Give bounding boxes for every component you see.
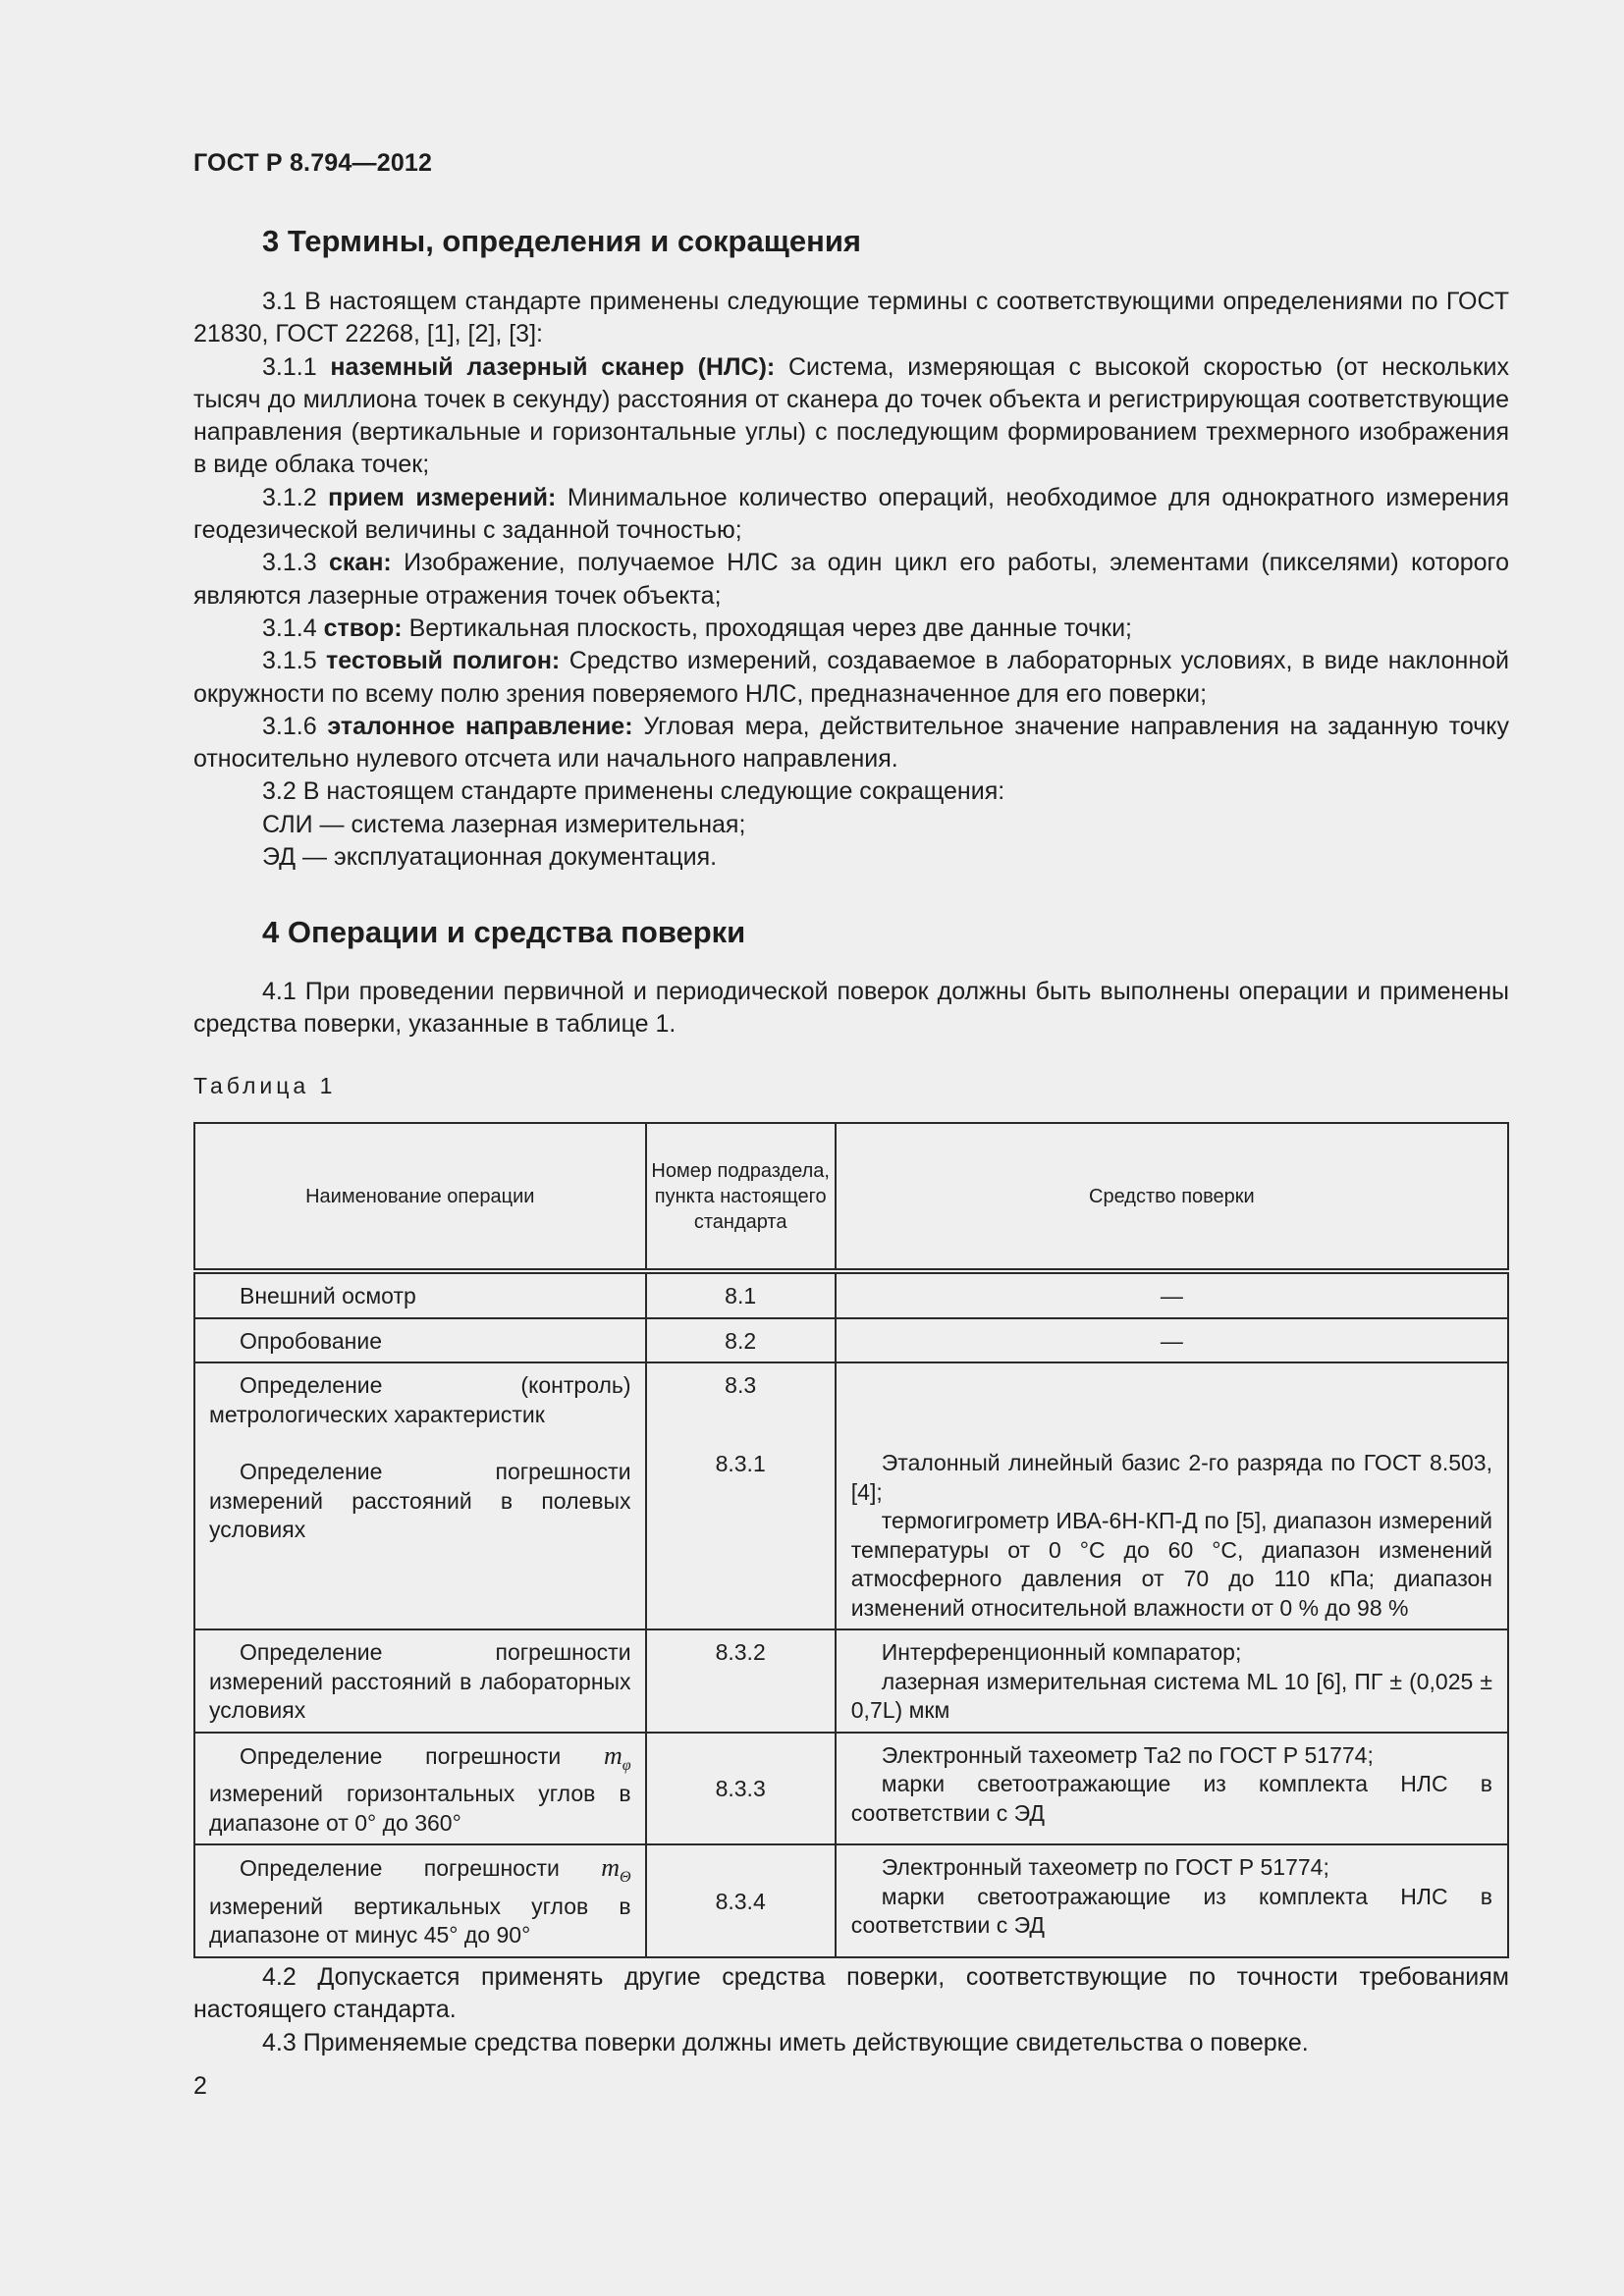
means-cell: Электронный тахеометр Та2 по ГОСТ Р 51774; (881, 1741, 1374, 1768)
header-means: Средство поверки (836, 1123, 1508, 1271)
verification-table (193, 1122, 1509, 1958)
term-name: скан: (329, 549, 392, 577)
term-definition: Вертикальная плоскость, проходящая через две данные точки; (408, 614, 1132, 642)
term-definition: Система, измеряющая с высокой скоростью (от нескольких тысяч до миллиона точек в секунду) расстояния от сканера до точек объекта и регистрирующая соответствующие направления (вертикальные и горизонтальные углы) с последующим формированием трехмерного изображения в виде облака точек; (193, 352, 1509, 479)
number-cell: 8.3.3 (646, 1733, 836, 1845)
term-3-1-3 (193, 547, 1509, 613)
means-cell: Электронный тахеометр по ГОСТ Р 51774; (881, 1854, 1329, 1881)
number-cell: 8.2 (646, 1318, 836, 1363)
table-row (194, 1629, 1508, 1733)
term-3-1-4 (193, 613, 1509, 645)
number-cell: 8.3.1 (715, 1450, 766, 1476)
term-number: 3.1.2 (262, 483, 317, 511)
section-4-continued (193, 1961, 1509, 2059)
operation-cell: Определение (контроль) метрологических характеристик (209, 1372, 631, 1427)
term-3-1-2 (193, 482, 1509, 548)
table-row (194, 1844, 1508, 1957)
section-3-title: 3 Термины, определения и сокращения (262, 224, 861, 258)
document-header: ГОСТ Р 8.794—2012 (193, 149, 433, 177)
term-3-1-5 (193, 645, 1509, 711)
means-cell: — (836, 1271, 1508, 1318)
section-4-title: 4 Операции и средства поверки (262, 915, 746, 949)
section-3-body (193, 286, 1509, 874)
section-4-intro (193, 976, 1509, 1041)
means-cell: — (836, 1318, 1508, 1363)
means-cell: марки светоотражающие из комплекта НЛС в соответствии с ЭД (850, 1771, 1492, 1826)
term-name: эталонное направление: (327, 712, 633, 740)
term-number: 3.1.1 (262, 352, 317, 381)
abbreviation-sli: СЛИ — система лазерная измерительная; (262, 810, 746, 838)
page-number: 2 (193, 2072, 207, 2100)
paragraph-3-2: 3.2 В настоящем стандарте применены следующие сокращения: (262, 777, 1005, 806)
horizontal-error-symbol: $m_\varphi$ (603, 1740, 631, 1774)
header-section-number: Номер подраздела, пункта настоящего стандарта (646, 1123, 836, 1271)
table-caption: Таблица 1 (193, 1073, 337, 1098)
table-row (194, 1318, 1508, 1363)
term-name: наземный лазерный сканер (НЛС): (330, 352, 776, 381)
means-cell: Эталонный линейный базис 2-го разряда по ГОСТ 8.503, [4]; (850, 1450, 1492, 1505)
means-cell: Интерференционный компаратор; (881, 1639, 1242, 1665)
paragraph-4-1: 4.1 При проведении первичной и периодической поверок должны быть выполнены операции и применены средства поверки, указанные в таблице 1. (193, 978, 1509, 1039)
term-3-1-6 (193, 711, 1509, 776)
operation-cell: Определение погрешности $m_\varphi$ измерений горизонтальных углов в диапазоне от 0° до 360° (209, 1740, 631, 1836)
paragraph-4-2: 4.2 Допускается применять другие средства поверки, соответствующие по точности требованиям настоящего стандарта. (193, 1963, 1509, 2024)
header-operation: Наименование операции (194, 1123, 646, 1271)
paragraph-4-3: 4.3 Применяемые средства поверки должны иметь действующие свидетельства о поверке. (262, 2028, 1309, 2056)
number-cell: 8.1 (646, 1271, 836, 1318)
term-definition: Угловая мера, действительное значение направления на заданную точку относительно нулевого отсчета или начального направления. (193, 712, 1509, 774)
operation-cell: Определение погрешности измерений расстояний в лабораторных условиях (209, 1639, 631, 1723)
term-number: 3.1.6 (262, 712, 317, 740)
term-number: 3.1.5 (262, 647, 317, 675)
table-header-row (194, 1123, 1508, 1271)
term-definition: Средство измерений, создаваемое в лабораторных условиях, в виде наклонной окружности по всему полю зрения поверяемого НЛС, предназначенное для его поверки; (193, 647, 1509, 708)
operation-cell: Определение погрешности измерений расстояний в полевых условиях (209, 1459, 631, 1542)
table-row (194, 1362, 1508, 1629)
number-cell: 8.3 (725, 1372, 757, 1398)
table-row (194, 1733, 1508, 1845)
means-cell: лазерная измерительная система ML 10 [6], ПГ ± (0,025 ± 0,7L) мкм (850, 1668, 1492, 1723)
term-name: прием измерений: (328, 483, 557, 511)
table-row (194, 1271, 1508, 1318)
term-name: створ: (323, 614, 403, 642)
operation-cell: Опробование (240, 1327, 382, 1354)
paragraph-3-1: 3.1 В настоящем стандарте применены следующие термины с соответствующими определениями по ГОСТ 21830, ГОСТ 22268, [1], [2], [3]: (193, 288, 1509, 348)
term-name: тестовый полигон: (326, 647, 561, 675)
term-number: 3.1.3 (262, 549, 317, 577)
abbreviation-ed: ЭД — эксплуатационная документация. (262, 843, 718, 872)
number-cell: 8.3.4 (646, 1844, 836, 1957)
term-definition: Минимальное количество операций, необходимое для однократного измерения геодезической величины с заданной точностью; (193, 483, 1509, 545)
vertical-error-symbol: $m_\Theta$ (601, 1853, 631, 1887)
means-cell: марки светоотражающие из комплекта НЛС в соответствии с ЭД (850, 1883, 1492, 1939)
operation-cell: Внешний осмотр (240, 1283, 416, 1308)
means-cell: термогигрометр ИВА-6Н-КП-Д по [5], диапазон измерений температуры от 0 °С до 60 °С, диапазон изменений атмосферного давления от 70 до 110 кПа; диапазон изменений относительной влажности от 0 % до 98 % (850, 1508, 1492, 1621)
number-cell: 8.3.2 (646, 1629, 836, 1733)
operation-cell: Определение погрешности $m_\Theta$ измерений вертикальных углов в диапазоне от минус 45° до 90° (209, 1853, 631, 1949)
term-definition: Изображение, получаемое НЛС за один цикл его работы, элементами (пикселями) которого являются лазерные отражения точек объекта; (193, 549, 1510, 610)
term-3-1-1 (193, 351, 1509, 482)
term-number: 3.1.4 (262, 614, 317, 642)
